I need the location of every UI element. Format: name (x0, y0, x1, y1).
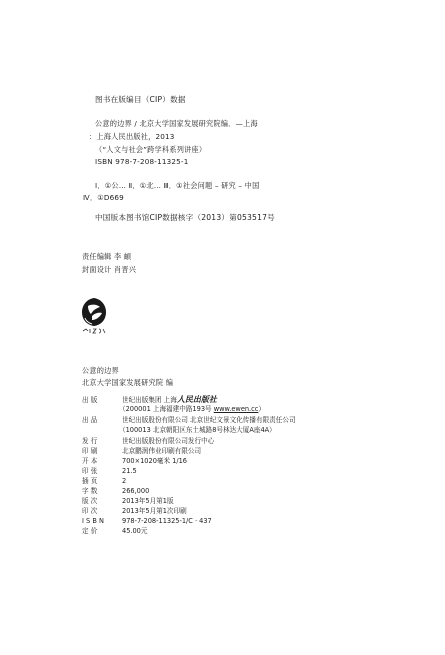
words-value: 266,000 (122, 487, 150, 495)
isbn-value: 978-7-208-11325-1/C · 437 (122, 517, 212, 525)
publisher-address-text: （200001 上海福建中路193号 (119, 405, 214, 413)
publisher-brand-wordmark: 人民出版社 (176, 394, 217, 404)
cip-line-classification: Ⅳ．①D669 (83, 193, 124, 202)
publisher-address-close: ） (258, 405, 265, 413)
colophon-plates (82, 477, 126, 485)
producer-value: 世纪出版股份有限公司 北京世纪文景文化传播有限责任公司 (122, 416, 296, 424)
colophon-label: 出 版 (82, 396, 98, 404)
distributor-value: 世纪出版股份有限公司发行中心 (122, 437, 215, 445)
colophon-isbn (82, 517, 212, 525)
colophon-sheets (82, 467, 137, 475)
cip-line-series: （“人文与社会”跨学科系列讲座） (95, 145, 207, 154)
cip-heading: 图书在版编目（CIP）数据 (95, 95, 186, 104)
editor-credit: 责任编辑 李 頔 (82, 252, 132, 261)
producer-address: （100013 北京朝阳区东土城路8号林达大厦A座4A） (119, 426, 276, 434)
colophon-edition (82, 497, 174, 505)
cip-line-subjects: Ⅰ．①公… Ⅱ．①北… Ⅲ．①社会问题 – 研究 – 中国 (95, 181, 260, 190)
edition-value: 2013年5月第1版 (122, 497, 174, 505)
printing-value: 2013年5月第1次印刷 (122, 507, 187, 515)
printer-value: 北京鹏润伟业印刷有限公司 (122, 447, 202, 455)
format-value: 700×1020毫米 1/16 (122, 457, 187, 465)
price-value: 45.00元 (122, 527, 148, 535)
cip-line-record-number: 中国版本图书馆CIP数据核字（2013）第053517号 (95, 213, 275, 222)
colophon-label: 开 本 (82, 457, 98, 465)
plates-value: 2 (122, 477, 127, 485)
colophon-format (82, 457, 187, 465)
colophon-producer (82, 416, 296, 424)
colophon-printer (82, 447, 201, 455)
colophon-distributor (82, 437, 214, 445)
colophon-label: 定 价 (82, 527, 98, 535)
colophon-printing (82, 507, 187, 515)
colophon-price (82, 527, 147, 535)
colophon-label: 版 次 (82, 497, 98, 505)
colophon-label: 发 行 (82, 437, 98, 445)
colophon-label: 插 页 (82, 477, 98, 485)
colophon-publisher (82, 395, 217, 404)
sheets-value: 21.5 (122, 467, 137, 475)
colophon-label: 印 次 (82, 507, 98, 515)
colophon-label: 字 数 (82, 487, 98, 495)
publisher-address (119, 405, 265, 413)
colophon-label: 印 张 (82, 467, 98, 475)
colophon-label: 印 刷 (82, 447, 98, 455)
colophon-label: 出 品 (82, 416, 98, 424)
cip-line-isbn: ISBN 978-7-208-11325-1 (95, 157, 189, 166)
publisher-value: 世纪出版集团 上海 (122, 396, 177, 404)
book-title: 公意的边界 (82, 366, 119, 375)
colophon-words (82, 487, 149, 495)
cover-designer-credit: 封面设计 肖晋兴 (82, 265, 137, 274)
cip-line-publisher: ：上海人民出版社，2013 (89, 132, 175, 141)
publisher-url-link[interactable]: www.ewen.cc (213, 405, 259, 413)
cip-line-title: 公意的边界 / 北京大学国家发展研究院编．—上海 (95, 119, 258, 128)
colophon-label: I S B N (82, 517, 104, 525)
book-author: 北京大学国家发展研究院 编 (82, 378, 174, 387)
publisher-logo (77, 296, 111, 336)
